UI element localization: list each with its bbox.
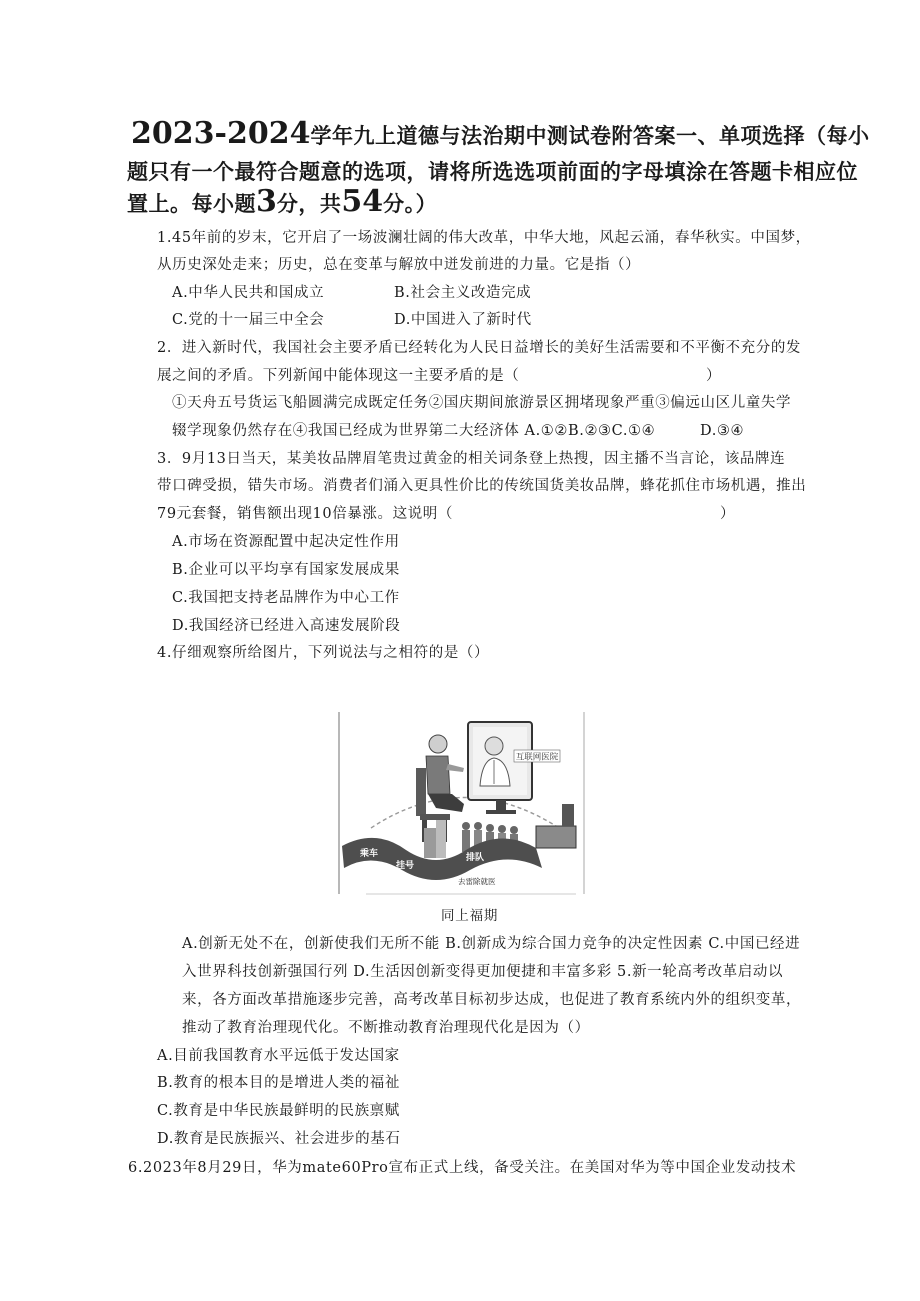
- title-part-1: 学年九上道德与法治期中测试卷附答案一、单项选择（每小: [310, 124, 870, 148]
- q4-options-line-1: A.创新无处不在，创新使我们无所不能 B.创新成为综合国力竞争的决定性因素 C.中国已经进: [182, 936, 801, 952]
- title-line-3a: 置上。每小题: [127, 192, 256, 216]
- title-line-1: [131, 116, 870, 152]
- q3-stem-line-2: 带口碑受损，错失市场。消费者们涌入更具性价比的传统国货美妆品牌，蜂花抓住市场机遇，推出: [157, 478, 807, 494]
- title-line-3b: 分，共: [276, 192, 342, 216]
- q2-items-line-2: 辍学现象仍然存在④我国已经成为世界第二大经济体 A.①②B.②③C.①④: [172, 423, 656, 439]
- q5-stem-line-2: 推动了教育治理现代化。不断推动教育治理现代化是因为（）: [182, 1020, 590, 1036]
- q3-stem-line-1: 3．9月13日当天，某美妆品牌眉笔贵过黄金的相关词条登上热搜，因主播不当言论，该品牌连: [157, 451, 786, 467]
- q5-option-c: C.教育是中华民族最鲜明的民族禀赋: [157, 1103, 400, 1119]
- q1-stem-line-1: 1.45年前的岁末，它开启了一场波澜壮阔的伟大改革，中华大地，风起云涌，春华秋实。中国梦，: [157, 230, 811, 246]
- score-total: 54: [341, 184, 384, 219]
- q3-option-b: B.企业可以平均享有国家发展成果: [172, 562, 400, 578]
- figure-bottom-text: 去雷除就医: [458, 877, 496, 886]
- q1-option-c: C.党的十一届三中全会: [172, 312, 325, 328]
- q1-option-d: D.中国进入了新时代: [394, 312, 532, 328]
- title-line-3: [127, 186, 437, 220]
- q3-stem-paren-end: ）: [720, 506, 736, 522]
- road-label-top: 乘车: [360, 849, 379, 859]
- title-line-3c: 分。）: [383, 192, 438, 216]
- internet-hospital-illustration: [336, 708, 588, 898]
- score-each: 3: [256, 184, 277, 219]
- figure-caption: 同上福期: [441, 908, 499, 924]
- q5-option-a: A.目前我国教育水平远低于发达国家: [157, 1048, 400, 1064]
- exam-title: [127, 116, 870, 219]
- q1-option-b: B.社会主义改造完成: [394, 285, 532, 301]
- screen-sign-text: 互联网医院: [515, 752, 559, 763]
- q3-option-d: D.我国经济已经进入高速发展阶段: [172, 618, 401, 634]
- q1-stem-line-2: 从历史深处走来；历史，总在变革与解放中迸发前进的力量。它是指（）: [157, 257, 641, 273]
- q5-option-d: D.教育是民族振兴、社会进步的基石: [157, 1131, 401, 1147]
- title-year: 2023-2024: [131, 116, 311, 151]
- q1-option-a: A.中华人民共和国成立: [172, 285, 325, 301]
- q2-stem-line-2: 展之间的矛盾。下列新闻中能体现这一主要矛盾的是（: [157, 368, 520, 384]
- q2-option-d: D.③④: [700, 423, 745, 439]
- q5-option-b: B.教育的根本目的是增进人类的福祉: [157, 1075, 400, 1091]
- q2-items-line-1: ①天舟五号货运飞船圆满完成既定任务②国庆期间旅游景区拥堵现象严重③偏远山区儿童失学: [172, 395, 792, 411]
- q2-stem-line-1: 2．进入新时代，我国社会主要矛盾已经转化为人民日益增长的美好生活需要和不平衡不充分的发: [157, 340, 802, 356]
- q3-stem-line-3: 79元套餐，销售额出现10倍暴涨。这说明（: [157, 506, 453, 522]
- q6-stem-line-1: 6.2023年8月29日，华为mate60Pro宣布正式上线，备受关注。在美国对华为等中国企业发动技术: [128, 1160, 797, 1176]
- road-label-mid: 排队: [466, 853, 485, 863]
- road-label-left: 挂号: [396, 861, 415, 871]
- q5-stem-line-1: 来，各方面改革措施逐步完善，高考改革目标初步达成，也促进了教育系统内外的组织变革，: [182, 992, 802, 1008]
- q3-option-c: C.我国把支持老品牌作为中心工作: [172, 590, 400, 606]
- monitor-icon: [468, 722, 532, 814]
- q4-stem: 4.仔细观察所给图片，下列说法与之相符的是（）: [157, 645, 490, 661]
- q4-options-line-2: 入世界科技创新强国行列 D.生活因创新变得更加便捷和丰富多彩 5.新一轮高考改革启动以: [182, 964, 784, 980]
- illustration-svg: [336, 708, 588, 898]
- title-line-2: 题只有一个最符合题意的选项，请将所选选项前面的字母填涂在答题卡相应位: [127, 160, 858, 184]
- q2-stem-paren-end: ）: [706, 368, 722, 384]
- q3-option-a: A.市场在资源配置中起决定性作用: [172, 534, 400, 550]
